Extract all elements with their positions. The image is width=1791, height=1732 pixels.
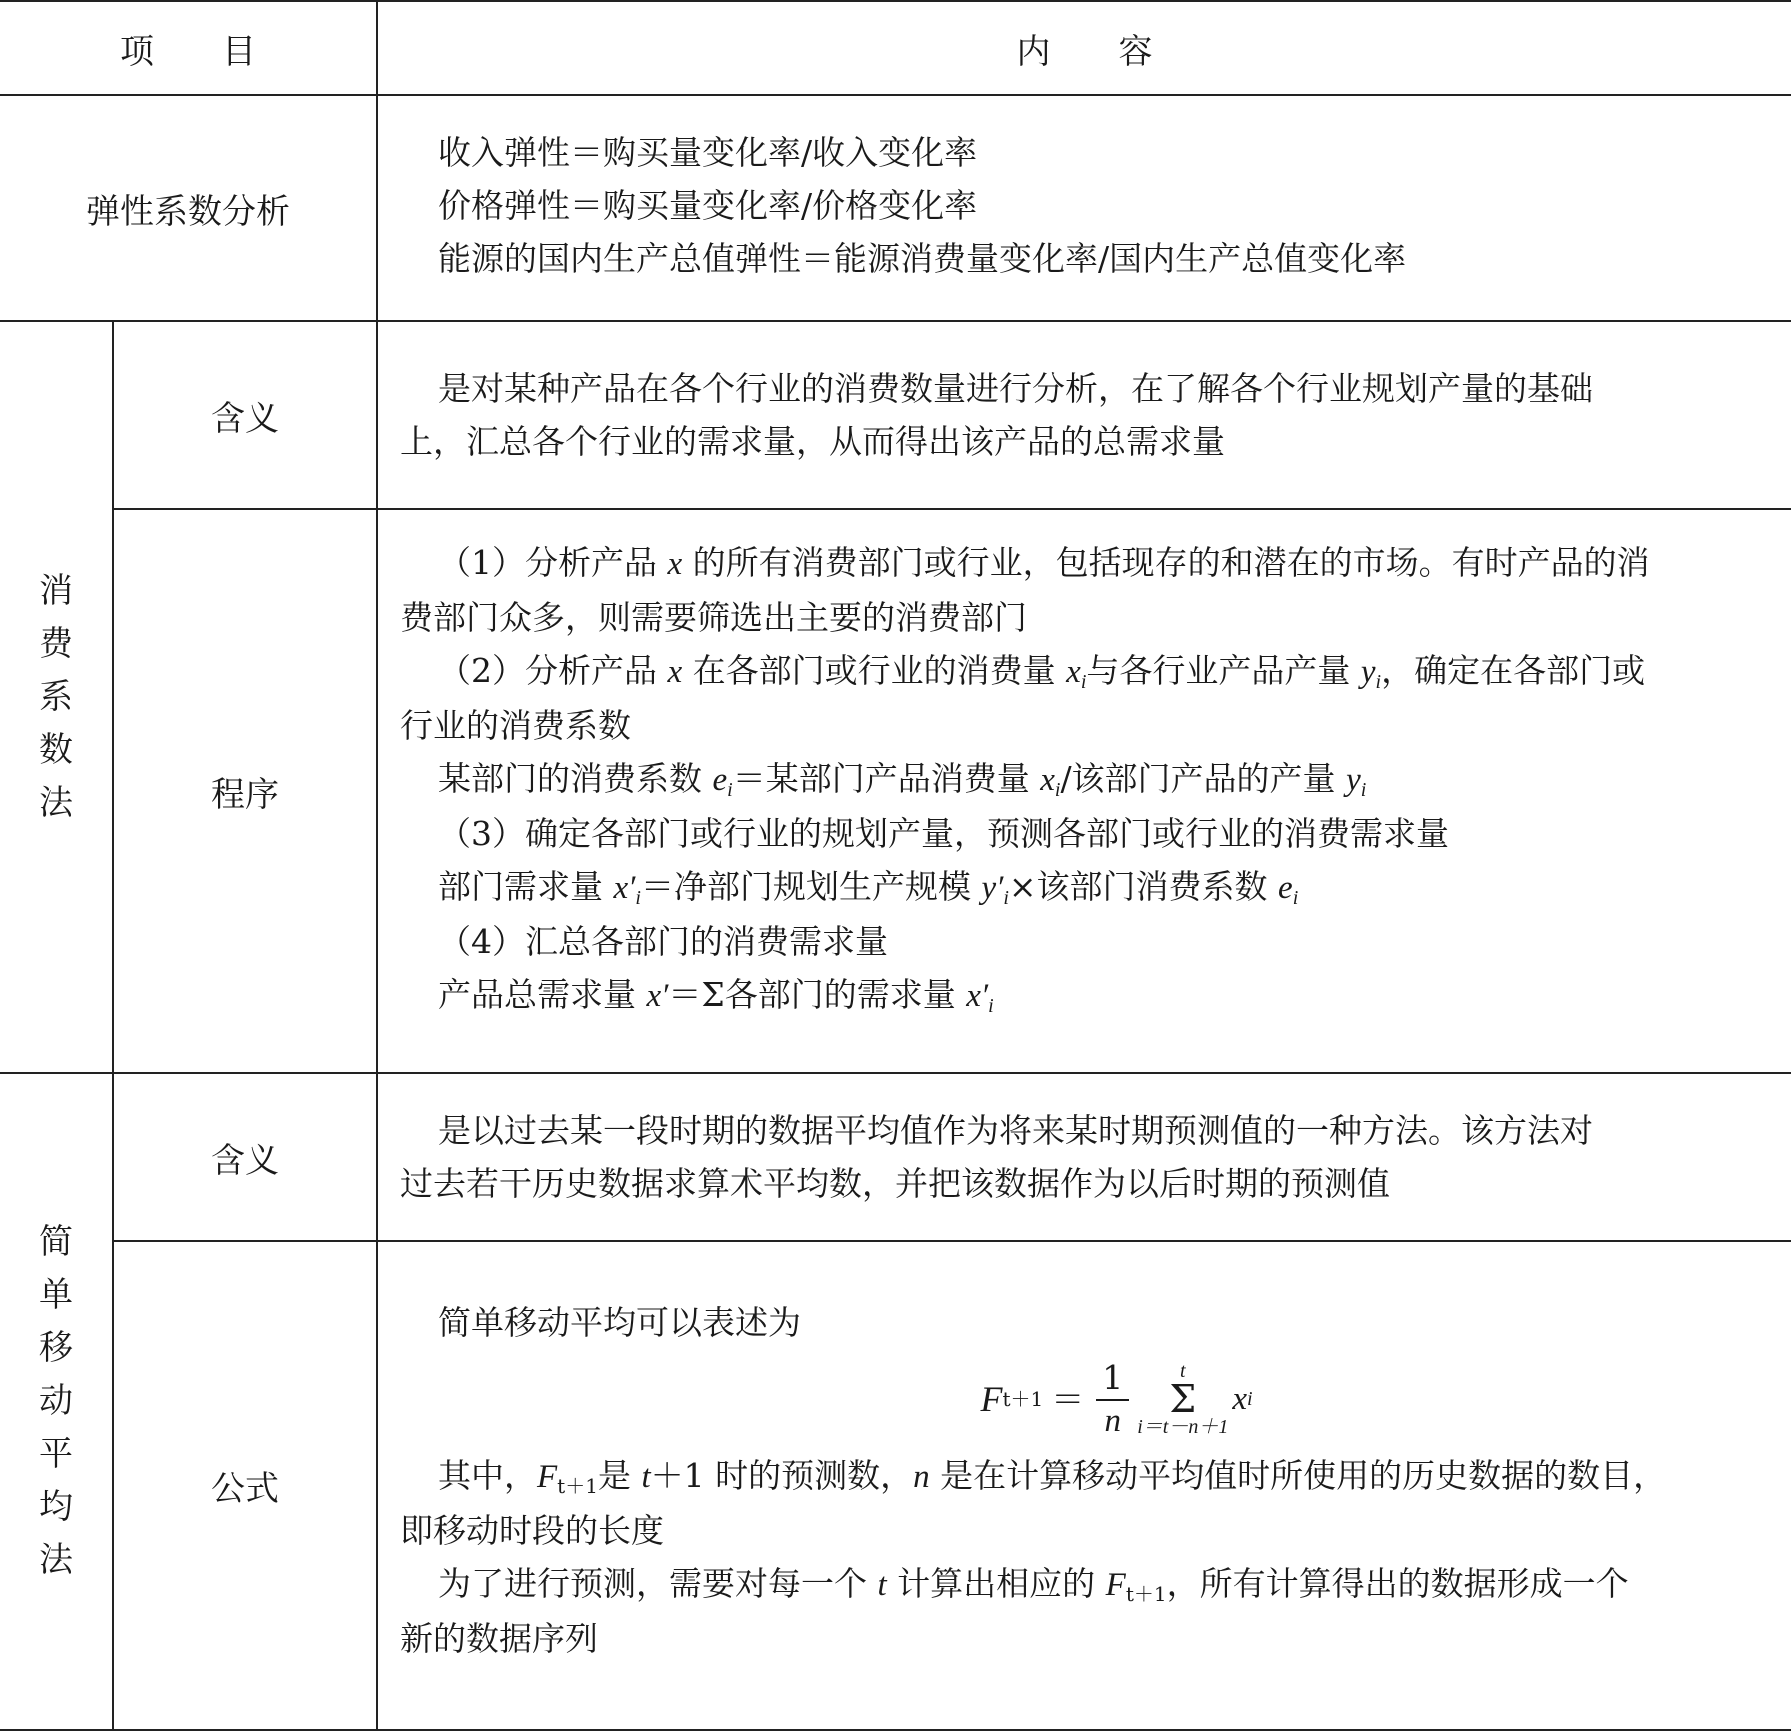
moving-average-label: [0, 1074, 112, 1729]
consumption-procedure-content: [378, 536, 1791, 1023]
label-char: 平: [39, 1434, 73, 1474]
label-char: 费: [39, 623, 73, 664]
label-char: 均: [39, 1487, 73, 1527]
explain-line: 其中，$F_{t+1}$是 t＋1 时的预测数，n 是在计算移动平均值时所使用的历史数据的数目，: [438, 1456, 1667, 1498]
label-char: 消: [39, 570, 73, 611]
label-char: 法: [39, 1540, 73, 1580]
consumption-method-label: [0, 322, 112, 1072]
formula-intro: 简单移动平均可以表述为: [438, 1303, 801, 1342]
moving-meaning-content: [378, 1104, 1791, 1210]
header-item: 项 目: [120, 31, 256, 72]
elasticity-content: [378, 126, 1791, 285]
meaning-line: 是对某种产品在各个行业的消费数量进行分析，在了解各个行业规划产量的基础: [438, 369, 1593, 408]
label-char: 系: [39, 676, 73, 717]
explain-line: 即移动时段的长度: [400, 1511, 664, 1550]
energy-gdp-elasticity: 能源的国内生产总值弹性＝能源消费量变化率/国内生产总值变化率: [438, 239, 1407, 278]
step-1-cont: 费部门众多，则需要筛选出主要的消费部门: [400, 598, 1027, 637]
label-char: 动: [39, 1381, 73, 1421]
rule-bottom: [0, 1729, 1791, 1731]
moving-formula-label: 公式: [211, 1469, 279, 1509]
label-char: 移: [39, 1328, 73, 1368]
formula-demand: 部门需求量 $x'_i=$净部门规划生产规模 $y'_i\times$该部门消费系数 $e_i$: [438, 867, 1299, 909]
step-3: （3）确定各部门或行业的规划产量，预测各部门或行业的消费需求量: [438, 814, 1449, 853]
label-char: 数: [39, 729, 73, 770]
income-elasticity: 收入弹性＝购买量变化率/收入变化率: [438, 133, 978, 172]
moving-average-equation: F t＋1 ＝ $\frac{1}{n}$ t Σ i＝t－n＋1 x i: [980, 1358, 1253, 1439]
moving-formula-content: [378, 1296, 1791, 1665]
fraction: $\frac{1}{n}$: [1096, 1357, 1129, 1441]
meaning-line: 过去若干历史数据求算术平均数，并把该数据作为以后时期的预测值: [400, 1164, 1390, 1203]
consumption-procedure-label: 程序: [211, 774, 279, 815]
elasticity-label: 弹性系数分析: [86, 191, 290, 232]
step-2: （2）分析产品 x 在各部门或行业的消费量 $x_i$与各行业产品产量 $y_i$，确定在各部门或: [438, 651, 1646, 693]
formula-total: 产品总需求量 x′＝Σ各部门的需求量 $x'_i$: [438, 975, 994, 1017]
step-2-cont: 行业的消费系数: [400, 706, 631, 745]
consumption-meaning-label: 含义: [211, 398, 279, 439]
explain-line: 新的数据序列: [400, 1619, 598, 1658]
label-char: 简: [39, 1222, 73, 1262]
label-char: 单: [39, 1275, 73, 1315]
step-1: （1）分析产品 x 的所有消费部门或行业，包括现存的和潜在的市场。有时产品的消: [438, 543, 1650, 582]
meaning-line: 是以过去某一段时期的数据平均值作为将来某时期预测值的一种方法。该方法对: [438, 1111, 1593, 1150]
explain-line: 为了进行预测，需要对每一个 t 计算出相应的 $F_{t+1}$，所有计算得出的数据形成一个: [438, 1564, 1629, 1606]
formula-coefficient: 某部门的消费系数 $e_i=$某部门产品消费量 $x_i/$该部门产品的产量 $y_i$: [438, 759, 1367, 801]
consumption-meaning-content: [378, 362, 1791, 468]
moving-meaning-label: 含义: [211, 1140, 279, 1181]
header-content: 内 容: [1016, 31, 1153, 72]
step-4: （4）汇总各部门的消费需求量: [438, 922, 888, 961]
summation: t Σ i＝t－n＋1: [1137, 1360, 1229, 1438]
meaning-line: 上，汇总各个行业的需求量，从而得出该产品的总需求量: [400, 422, 1225, 461]
label-char: 法: [39, 782, 73, 823]
price-elasticity: 价格弹性＝购买量变化率/价格变化率: [438, 186, 978, 225]
